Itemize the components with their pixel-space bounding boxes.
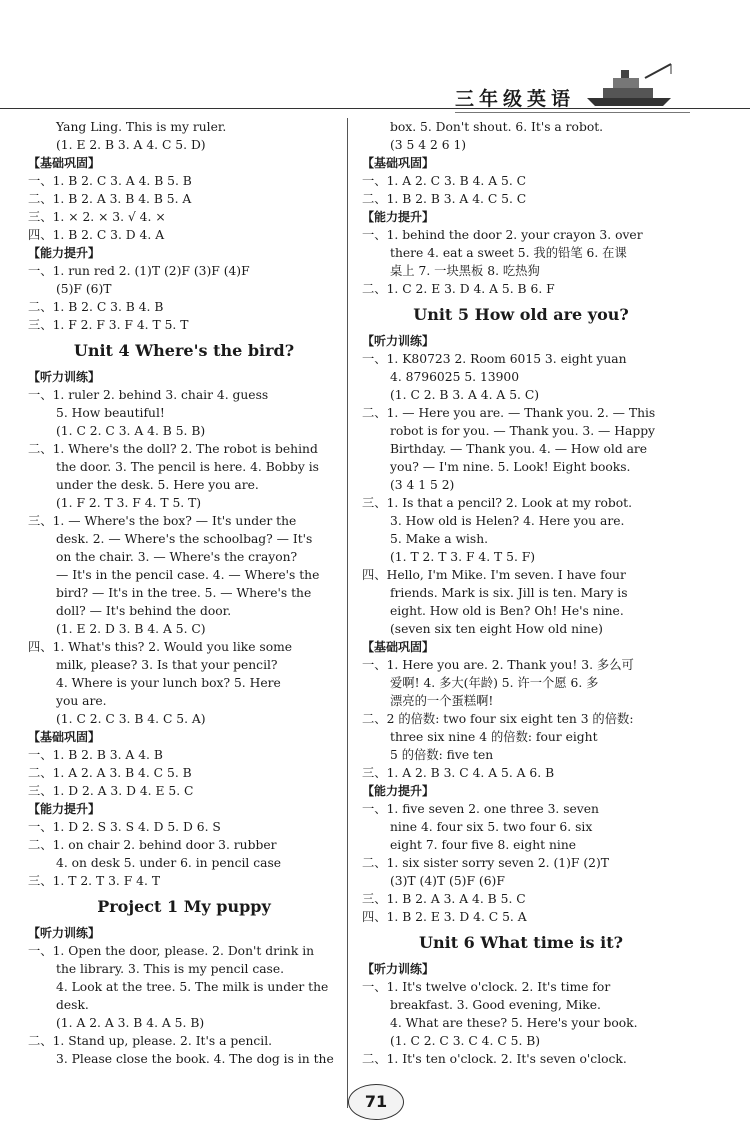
answer-line: 一、1. It's twelve o'clock. 2. It's time for (362, 980, 611, 994)
answer-line: 一、1. ruler 2. behind 3. chair 4. guess (28, 388, 269, 402)
answer-line: desk. (56, 998, 89, 1012)
answer-line: Birthday. — Thank you. 4. — How old are (390, 442, 648, 456)
answer-line: 4. Where is your lunch box? 5. Here (56, 676, 281, 690)
section-tag: 【基础巩固】 (362, 640, 435, 654)
answer-line: 桌上 7. 一块黑板 8. 吃热狗 (390, 264, 540, 278)
answer-line: under the desk. 5. Here you are. (56, 478, 259, 492)
answer-line: (1. A 2. A 3. B 4. A 5. B) (56, 1016, 205, 1030)
answer-line: 一、1. D 2. S 3. S 4. D 5. D 6. S (28, 820, 221, 834)
answer-line: 二、1. — Here you are. — Thank you. 2. — This (362, 406, 656, 420)
answer-line: 爱啊! 4. 多大(年龄) 5. 许一个愿 6. 多 (390, 676, 599, 690)
answer-line: 二、2 的倍数: two four six eight ten 3 的倍数: (362, 712, 634, 726)
answer-line: 三、1. D 2. A 3. D 4. E 5. C (28, 784, 194, 798)
answer-line: you are. (56, 694, 107, 708)
answer-line: 5. Make a wish. (390, 532, 489, 546)
answer-line: (1. F 2. T 3. F 4. T 5. T) (56, 496, 202, 510)
answer-line: 三、1. F 2. F 3. F 4. T 5. T (28, 318, 189, 332)
section-tag: 【听力训练】 (362, 962, 435, 976)
answer-line: 四、1. B 2. C 3. D 4. A (28, 228, 165, 242)
answer-line: 二、1. B 2. C 3. B 4. B (28, 300, 164, 314)
answer-line: three six nine 4 的倍数: four eight (390, 730, 598, 744)
answer-line: the library. 3. This is my pencil case. (56, 962, 285, 976)
answer-line: (3)T (4)T (5)F (6)F (390, 874, 505, 888)
unit-heading: Unit 6 What time is it? (419, 933, 623, 952)
answer-line: (5)F (6)T (56, 282, 112, 296)
answer-line: nine 4. four six 5. two four 6. six (390, 820, 593, 834)
answer-line: (1. E 2. D 3. B 4. A 5. C) (56, 622, 206, 636)
answer-line: milk, please? 3. Is that your pencil? (56, 658, 278, 672)
answer-line: 漂亮的一个蛋糕啊! (390, 694, 494, 708)
answer-line: bird? — It's in the tree. 5. — Where's the (56, 586, 312, 600)
unit-heading: Project 1 My puppy (97, 897, 271, 916)
answer-line: robot is for you. — Thank you. 3. — Happy (390, 424, 656, 438)
answer-line: 三、1. × 2. × 3. √ 4. × (28, 210, 166, 224)
column-divider (347, 118, 348, 1108)
answer-line: 四、Hello, I'm Mike. I'm seven. I have four (362, 568, 626, 582)
answer-line: 三、1. A 2. B 3. C 4. A 5. A 6. B (362, 766, 555, 780)
section-tag: 【能力提升】 (28, 246, 101, 260)
answer-line: 三、1. B 2. A 3. A 4. B 5. C (362, 892, 526, 906)
answer-line: 4. 8796025 5. 13900 (390, 370, 520, 384)
answer-line: 5. How beautiful! (56, 406, 165, 420)
unit-heading: Unit 4 Where's the bird? (73, 341, 295, 360)
answer-line: (seven six ten eight How old nine) (390, 622, 603, 636)
answer-line: 一、1. Open the door, please. 2. Don't drink in (28, 944, 315, 958)
answer-line: 四、1. What's this? 2. Would you like some (28, 640, 293, 654)
answer-line: 二、1. Where's the doll? 2. The robot is behind (28, 442, 318, 456)
answer-line: breakfast. 3. Good evening, Mike. (390, 998, 601, 1012)
section-tag: 【听力训练】 (362, 334, 435, 348)
answer-line: 4. Look at the tree. 5. The milk is under the (56, 980, 329, 994)
answer-line: 二、1. A 2. A 3. B 4. C 5. B (28, 766, 192, 780)
answer-line: box. 5. Don't shout. 6. It's a robot. (390, 120, 604, 134)
unit-heading: Unit 5 How old are you? (413, 305, 629, 324)
answer-line: 二、1. B 2. B 3. A 4. C 5. C (362, 192, 527, 206)
answer-line: desk. 2. — Where's the schoolbag? — It's (56, 532, 313, 546)
header-rule (0, 108, 750, 109)
answer-line: 二、1. It's ten o'clock. 2. It's seven o'clock. (362, 1052, 627, 1066)
answer-line: eight. How old is Ben? Oh! He's nine. (390, 604, 624, 618)
answer-line: (1. C 2. C 3. C 4. C 5. B) (390, 1034, 541, 1048)
section-tag: 【能力提升】 (28, 802, 101, 816)
answer-line: 3. How old is Helen? 4. Here you are. (390, 514, 625, 528)
answer-line: 三、1. T 2. T 3. F 4. T (28, 874, 161, 888)
answer-line: (1. T 2. T 3. F 4. T 5. F) (390, 550, 536, 564)
answer-line: 5 的倍数: five ten (390, 748, 494, 762)
answer-line: 二、1. on chair 2. behind door 3. rubber (28, 838, 277, 852)
answer-line: (1. C 2. C 3. A 4. B 5. B) (56, 424, 206, 438)
answer-line: 一、1. A 2. C 3. B 4. A 5. C (362, 174, 527, 188)
answer-line: 一、1. K80723 2. Room 6015 3. eight yuan (362, 352, 627, 366)
answer-line: 一、1. B 2. C 3. A 4. B 5. B (28, 174, 192, 188)
answer-line: (1. C 2. B 3. A 4. A 5. C) (390, 388, 540, 402)
answer-line: (3 4 1 5 2) (390, 478, 455, 492)
right-answer-column (362, 118, 680, 1068)
answer-line: (1. C 2. C 3. B 4. C 5. A) (56, 712, 206, 726)
section-tag: 【能力提升】 (362, 784, 435, 798)
answer-line: 二、1. Stand up, please. 2. It's a pencil. (28, 1034, 273, 1048)
answer-line: on the chair. 3. — Where's the crayon? (56, 550, 298, 564)
answer-line: you? — I'm nine. 5. Look! Eight books. (390, 460, 631, 474)
ship-icon (585, 62, 677, 108)
answer-line: the door. 3. The pencil is here. 4. Bobby is (56, 460, 319, 474)
page-header-title: 三年级英语 (455, 88, 576, 110)
answer-line: eight 7. four five 8. eight nine (390, 838, 577, 852)
answer-line: 三、1. Is that a pencil? 2. Look at my robot. (362, 496, 632, 510)
answer-line: friends. Mark is six. Jill is ten. Mary is (390, 586, 628, 600)
answer-line: doll? — It's behind the door. (56, 604, 232, 618)
section-tag: 【听力训练】 (28, 370, 101, 384)
section-tag: 【基础巩固】 (28, 730, 101, 744)
answer-line: — It's in the pencil case. 4. — Where's the (56, 568, 320, 582)
answer-line: 一、1. B 2. B 3. A 4. B (28, 748, 163, 762)
answer-line: 二、1. B 2. A 3. B 4. B 5. A (28, 192, 192, 206)
answer-line: 四、1. B 2. E 3. D 4. C 5. A (362, 910, 527, 924)
page-number: 71 (348, 1084, 404, 1120)
answer-line: 一、1. five seven 2. one three 3. seven (362, 802, 599, 816)
answer-line: 3. Please close the book. 4. The dog is in the (56, 1052, 334, 1066)
answer-line: 三、1. — Where's the box? — It's under the (28, 514, 297, 528)
answer-line: 一、1. Here you are. 2. Thank you! 3. 多么可 (362, 658, 634, 672)
answer-line: there 4. eat a sweet 5. 我的铅笔 6. 在课 (390, 246, 627, 260)
section-tag: 【能力提升】 (362, 210, 435, 224)
section-tag: 【基础巩固】 (362, 156, 435, 170)
answer-line: 一、1. behind the door 2. your crayon 3. over (362, 228, 643, 242)
answer-line: (1. E 2. B 3. A 4. C 5. D) (56, 138, 206, 152)
answer-line: 4. What are these? 5. Here's your book. (390, 1016, 638, 1030)
section-tag: 【听力训练】 (28, 926, 101, 940)
answer-line: Yang Ling. This is my ruler. (56, 120, 227, 134)
left-answer-column (28, 118, 340, 1068)
answer-line: 二、1. C 2. E 3. D 4. A 5. B 6. F (362, 282, 555, 296)
answer-line: 一、1. run red 2. (1)T (2)F (3)F (4)F (28, 264, 250, 278)
header-rule-thin (455, 112, 690, 113)
answer-line: 二、1. six sister sorry seven 2. (1)F (2)T (362, 856, 609, 870)
answer-line: 4. on desk 5. under 6. in pencil case (56, 856, 282, 870)
answer-line: (3 5 4 2 6 1) (390, 138, 467, 152)
section-tag: 【基础巩固】 (28, 156, 101, 170)
